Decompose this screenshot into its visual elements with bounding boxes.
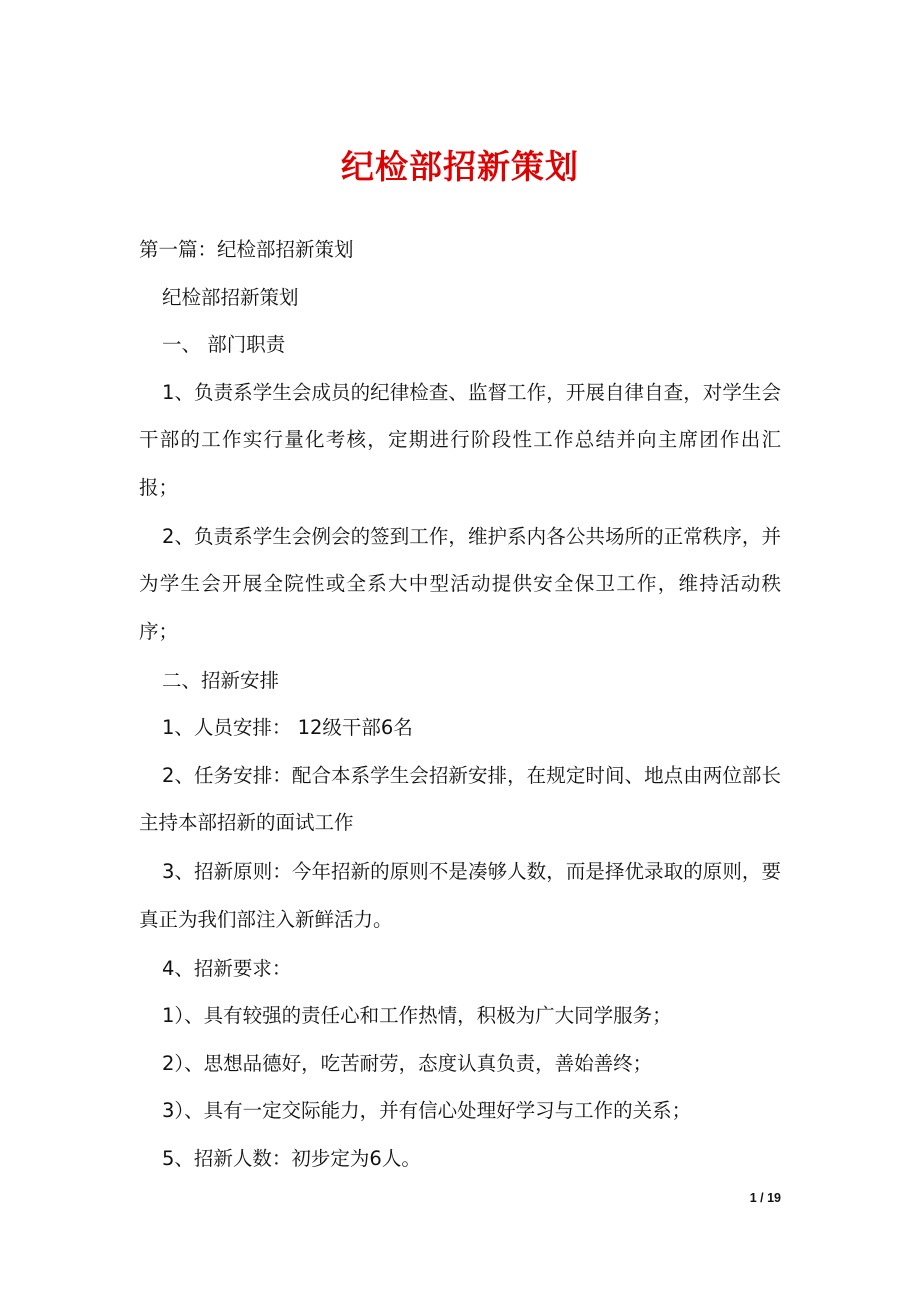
page-number: 1 / 19 [749, 1191, 781, 1205]
paragraph-requirement-1: 1）、具有较强的责任心和工作热情，积极为广大同学服务； [162, 1004, 672, 1027]
document-body [139, 226, 781, 1182]
paragraph-requirements-heading: 4、招新要求： [162, 956, 292, 980]
paragraph-principle: 3、招新原则：今年招新的原则不是凑够人数，而是择优录取的原则，要真正为我们部注入新鲜活力。 [139, 860, 781, 931]
paragraph-duty-1: 1、负责系学生会成员的纪律检查、监督工作，开展自律自查，对学生会干部的工作实行量化考核，定期进行阶段性工作总结并向主席团作出汇报； [139, 380, 781, 499]
paragraph-tasks: 2、任务安排：配合本系学生会招新安排，在规定时间、地点由两位部长主持本部招新的面试工作 [139, 763, 781, 834]
paragraph-requirement-2: 2）、思想品德好，吃苦耐劳，态度认真负责，善始善终； [162, 1051, 653, 1075]
paragraph-headcount: 5、招新人数：初步定为6人。 [162, 1146, 421, 1170]
document-title: 纪检部招新策划 [341, 147, 579, 186]
paragraph-requirement-3: 3）、具有一定交际能力，并有信心处理好学习与工作的关系； [162, 1099, 692, 1122]
paragraph-heading-duties: 一、 部门职责 [162, 333, 286, 356]
paragraph-heading-recruitment: 二、招新安排 [162, 668, 280, 692]
paragraph-section-heading: 第一篇：纪检部招新策划 [139, 238, 354, 261]
paragraph-subtitle: 纪检部招新策划 [162, 285, 299, 309]
paragraph-duty-2: 2、负责系学生会例会的签到工作，维护系内各公共场所的正常秩序，并为学生会开展全院性或全系大中型活动提供安全保卫工作，维持活动秩序； [139, 524, 781, 643]
paragraph-staffing: 1、人员安排： 12级干部6名 [162, 716, 413, 739]
